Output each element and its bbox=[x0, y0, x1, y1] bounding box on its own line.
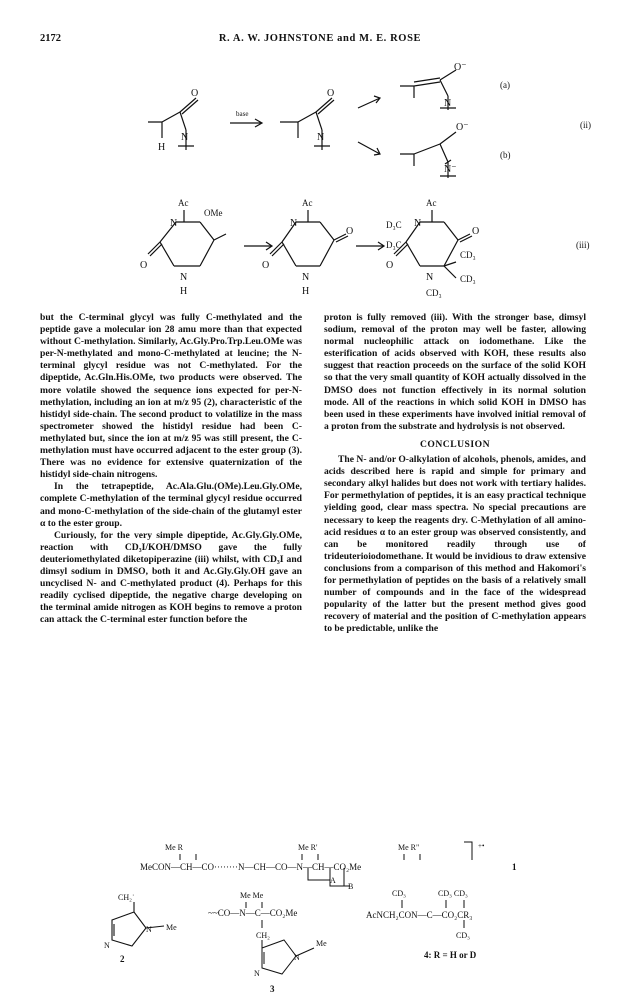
svg-text:D₃C: D₃C bbox=[386, 220, 402, 230]
conclusion-paragraph: The N- and/or O-alkylation of alcohols, phenols, amides, and acids described here is rapid and simple for primary and secondary alkyl halides but does not work with tertiary halides. For permethylation of peptides, it is an easy practical technique yielding good, clear mass spectra. No special precautions are necessary to keep the reagents dry. C-Methylation of all amino-acid residues α to an ester group was observed consistently, and can be monitored readily through use of trideuterioiodomethane. It would be invidious to draw extensive conclusions from a comparison of this method and Hakomori's for permethylation of peptides on the basis of a relatively small number of compounds and in the face of the widespread popularity of the latter but the present method gives good recovery of material and the position of C-methylation appears to be predictable, unlike the bbox=[324, 454, 586, 635]
svg-text:A: A bbox=[330, 876, 336, 885]
svg-text:N: N bbox=[180, 272, 188, 283]
svg-text:O: O bbox=[140, 260, 148, 271]
svg-text:Ac: Ac bbox=[178, 198, 189, 208]
label-2: 2 bbox=[120, 954, 125, 964]
svg-text:N: N bbox=[317, 132, 325, 143]
scheme-label-iii: (iii) bbox=[576, 240, 590, 250]
page-number: 2172 bbox=[40, 33, 61, 44]
svg-text:O: O bbox=[191, 88, 199, 99]
tag-b: (b) bbox=[500, 150, 511, 160]
svg-text:N: N bbox=[181, 132, 189, 143]
svg-text:CD₃: CD₃ bbox=[426, 288, 442, 298]
svg-text:O: O bbox=[327, 88, 335, 99]
svg-text:CD₃: CD₃ bbox=[460, 250, 476, 260]
svg-text:O: O bbox=[472, 226, 480, 237]
arrow-label-base: base bbox=[236, 110, 249, 118]
label-4: 4: R = H or D bbox=[424, 950, 477, 960]
svg-text:N: N bbox=[290, 218, 298, 229]
label-1: 1 bbox=[512, 862, 517, 872]
svg-text:Ac: Ac bbox=[426, 198, 437, 208]
svg-text:Me: Me bbox=[166, 923, 177, 932]
svg-text:N: N bbox=[426, 272, 434, 283]
svg-text:N: N bbox=[254, 969, 260, 978]
svg-text:O⁻: O⁻ bbox=[456, 122, 469, 133]
svg-text:Me R": Me R" bbox=[398, 843, 420, 852]
svg-text:OMe: OMe bbox=[204, 208, 223, 218]
svg-text:Me R': Me R' bbox=[298, 843, 318, 852]
left-column bbox=[40, 312, 302, 626]
label-3: 3 bbox=[270, 984, 275, 994]
conclusion-heading: CONCLUSION bbox=[419, 438, 491, 450]
svg-text:CD₃: CD₃ bbox=[456, 931, 470, 940]
svg-text:O: O bbox=[346, 226, 354, 237]
svg-text:N: N bbox=[414, 218, 422, 229]
svg-text:O⁻: O⁻ bbox=[454, 62, 467, 73]
structure-4-formula: AcNCH₂CON—C—CO₂CR₃ bbox=[366, 910, 473, 920]
svg-text:N: N bbox=[294, 953, 300, 962]
running-head: R. A. W. JOHNSTONE and M. E. ROSE bbox=[218, 33, 422, 44]
left-paragraph-3: Curiously, for the very simple dipeptide, Ac.Gly.Gly.OMe, reaction with CD₃I/KOH/DMSO gave the fully deuteriomethylated diketopiperazine (iii) whilst, with CD₃I and dimsyl sodium in DMSO, both it and Ac.Gly.Gly.OH gave an uncyclised N- and C-methylated product (4). Perhaps for this readily cyclised dipeptide, the negative charge developing on the terminal amide nitrogen as KOH begins to remove a proton can attack the C-terminal ester function before the bbox=[40, 529, 302, 626]
left-paragraph-1: but the C-terminal glycyl was fully C-methylated and the peptide gave a molecular ion 28 amu more than that expected without C-methylation. Similarly, Ac.Gly.Pro.Trp.Leu.OMe was per-N-methylated and mono-C-methylated at leucine; the N-terminal glycyl residue was not C-methylated. For the dipeptide, Ac.Gln.His.OMe, two products were observed. The more volatile showed the sequence ions expected for per-N-methylation, including an ion at m/z 95 (2), characteristic of the histidyl side-chain. The second product to volatilize in the mass spectrometer showed the histidyl residue had been C-methylated but, since the ion at m/z 95 was still present, the C-methylation must have occurred adjacent to the ester group (3). There was no evidence for extensive quaternization of the histidyl side-chain nitrogens. bbox=[40, 312, 302, 481]
svg-text:Ac: Ac bbox=[302, 198, 313, 208]
svg-text:Me: Me bbox=[316, 939, 327, 948]
right-paragraph-1: proton is fully removed (iii). With the stronger base, dimsyl sodium, removal of the proton may well be faster, allowing normal nucleophilic attack on iodomethane. Like the esterification of acids observed with KOH, these results also suggest that reaction proceeds on the surface of the solid KOH so that the very small quantity of KOH actually dissolved in the DMSO does not function effectively in its normal solution mode. All of the reactions in which solid KOH in DMSO has been used in these experiments have involved initial removal of a proton from the substrate and hydrolysis is not observed. bbox=[324, 312, 586, 432]
svg-text:CH₂˙: CH₂˙ bbox=[118, 893, 135, 902]
svg-text:CD₃ CD₃: CD₃ CD₃ bbox=[438, 889, 468, 898]
page-header bbox=[40, 33, 600, 49]
svg-text:N: N bbox=[146, 925, 152, 934]
svg-text:O: O bbox=[262, 260, 270, 271]
svg-text:N⁻: N⁻ bbox=[444, 164, 457, 175]
svg-text:+•: +• bbox=[478, 842, 485, 850]
svg-text:H: H bbox=[302, 286, 310, 297]
svg-text:Me Me: Me Me bbox=[240, 891, 264, 900]
svg-text:O: O bbox=[386, 260, 394, 271]
right-column bbox=[324, 312, 586, 635]
reaction-scheme-ii bbox=[0, 58, 624, 188]
svg-text:~~CO—N—C—CO₂Me: ~~CO—N—C—CO₂Me bbox=[208, 908, 298, 918]
svg-text:D₃C: D₃C bbox=[386, 240, 402, 250]
svg-text:H: H bbox=[158, 142, 166, 153]
structures-1-to-4 bbox=[0, 836, 624, 1001]
svg-text:B: B bbox=[348, 882, 354, 891]
scheme-label-ii: (ii) bbox=[580, 120, 591, 130]
structure-1-formula: MeCON—CH—CO········N—CH—CO—N—CH—CO₂Me bbox=[140, 862, 362, 872]
reaction-scheme-iii bbox=[0, 192, 624, 304]
svg-text:N: N bbox=[170, 218, 178, 229]
svg-text:CD₃: CD₃ bbox=[392, 889, 406, 898]
tag-a: (a) bbox=[500, 80, 510, 90]
svg-text:N: N bbox=[104, 941, 110, 950]
svg-text:H: H bbox=[180, 286, 188, 297]
svg-text:N: N bbox=[302, 272, 310, 283]
svg-text:CD₃: CD₃ bbox=[460, 274, 476, 284]
svg-text:Me R: Me R bbox=[165, 843, 183, 852]
left-paragraph-2: In the tetrapeptide, Ac.Ala.Glu.(OMe).Leu.Gly.OMe, complete C-methylation of the terminal glycyl residue occurred and mono-C-methylation of the side-chain of the glutamyl ester α to the ester group. bbox=[40, 481, 302, 529]
svg-text:N: N bbox=[444, 98, 452, 109]
svg-text:CH₂: CH₂ bbox=[256, 931, 270, 940]
